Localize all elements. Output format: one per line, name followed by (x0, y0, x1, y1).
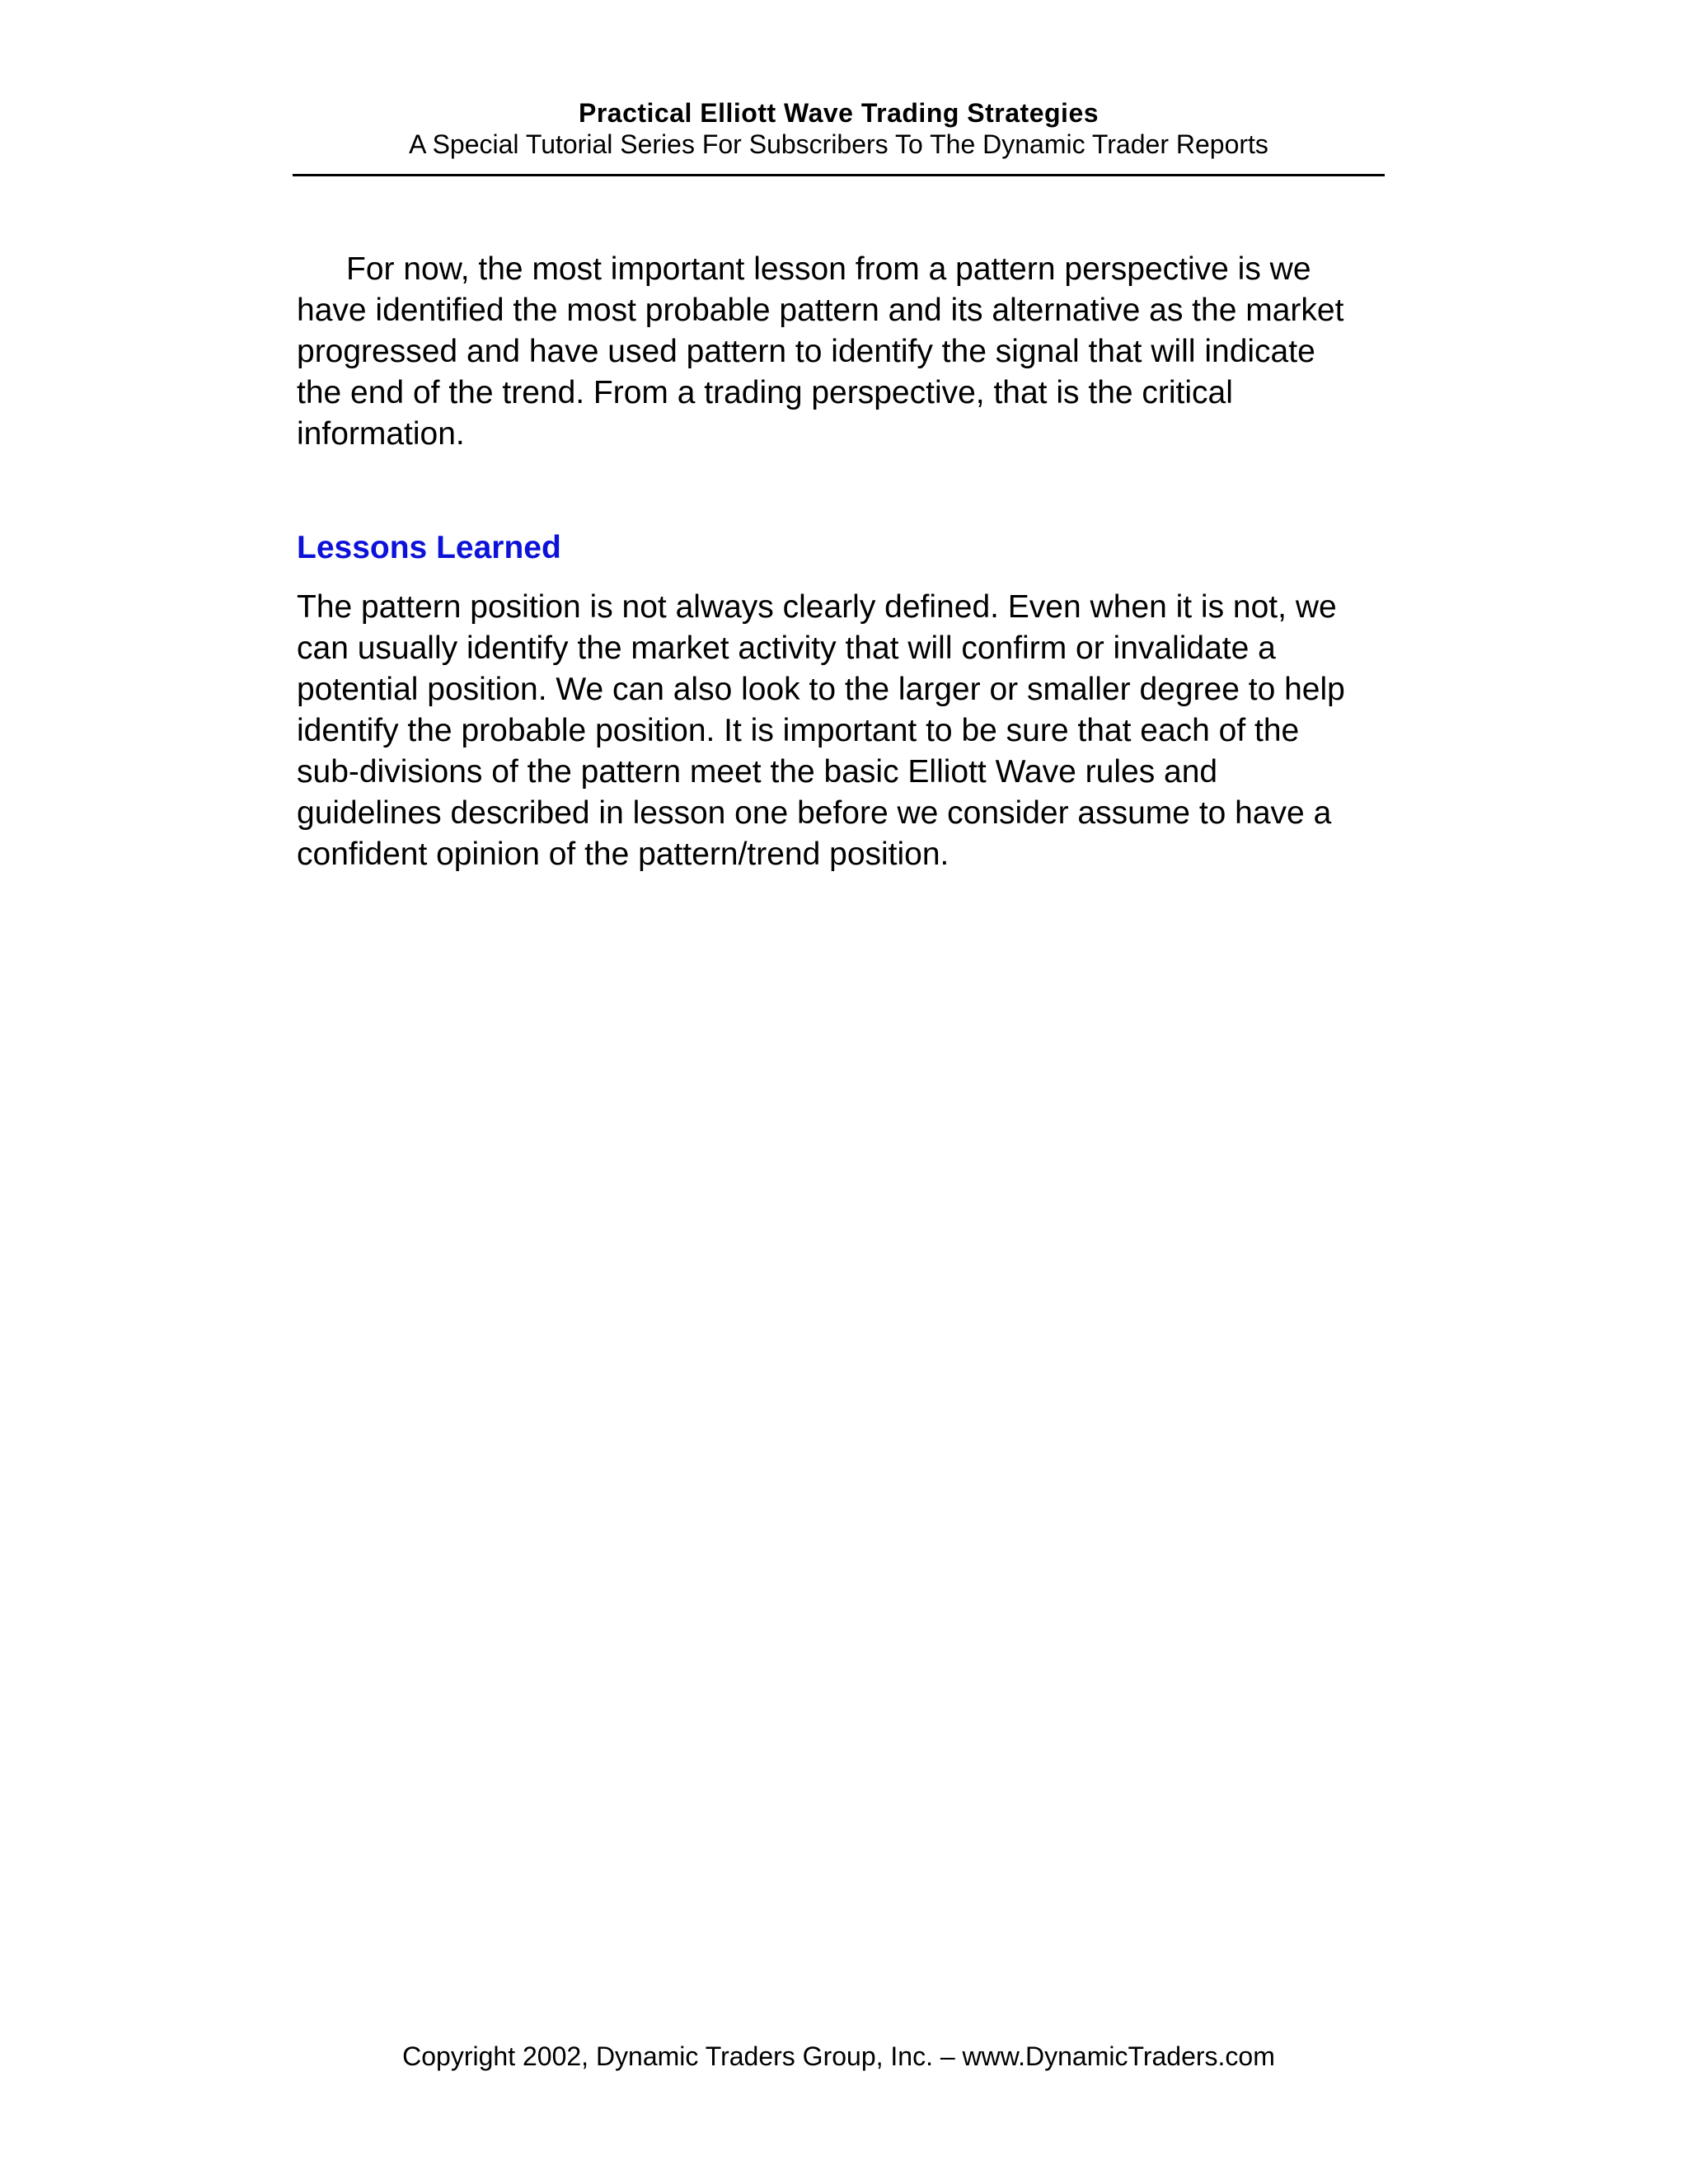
page-header (293, 97, 1385, 160)
section-heading-lessons-learned: Lessons Learned (297, 530, 561, 565)
page-footer: Copyright 2002, Dynamic Traders Group, Inc. – www.DynamicTraders.com (402, 2041, 1275, 2071)
header-divider (293, 174, 1385, 176)
lessons-paragraph: The pattern position is not always clearly defined. Even when it is not, we can usually identify the market activity that will confirm or invalidate a potential position. We can also look to the larger or smaller degree to help identify the probable position. It is important to be sure that each of the sub-divisions of the pattern meet the basic Elliott Wave rules and guidelines described in lesson one before we consider assume to have a confident opinion of the pattern/trend position. (297, 589, 1345, 872)
document-subtitle: A Special Tutorial Series For Subscribers To The Dynamic Trader Reports (409, 129, 1268, 159)
intro-paragraph: For now, the most important lesson from a pattern perspective is we have identified the most probable pattern and its alternative as the market progressed and have used pattern to identify the signal that will indicate the end of the trend. From a trading perspective, that is the critical information. (297, 251, 1344, 452)
document-title: Practical Elliott Wave Trading Strategies (578, 98, 1100, 128)
